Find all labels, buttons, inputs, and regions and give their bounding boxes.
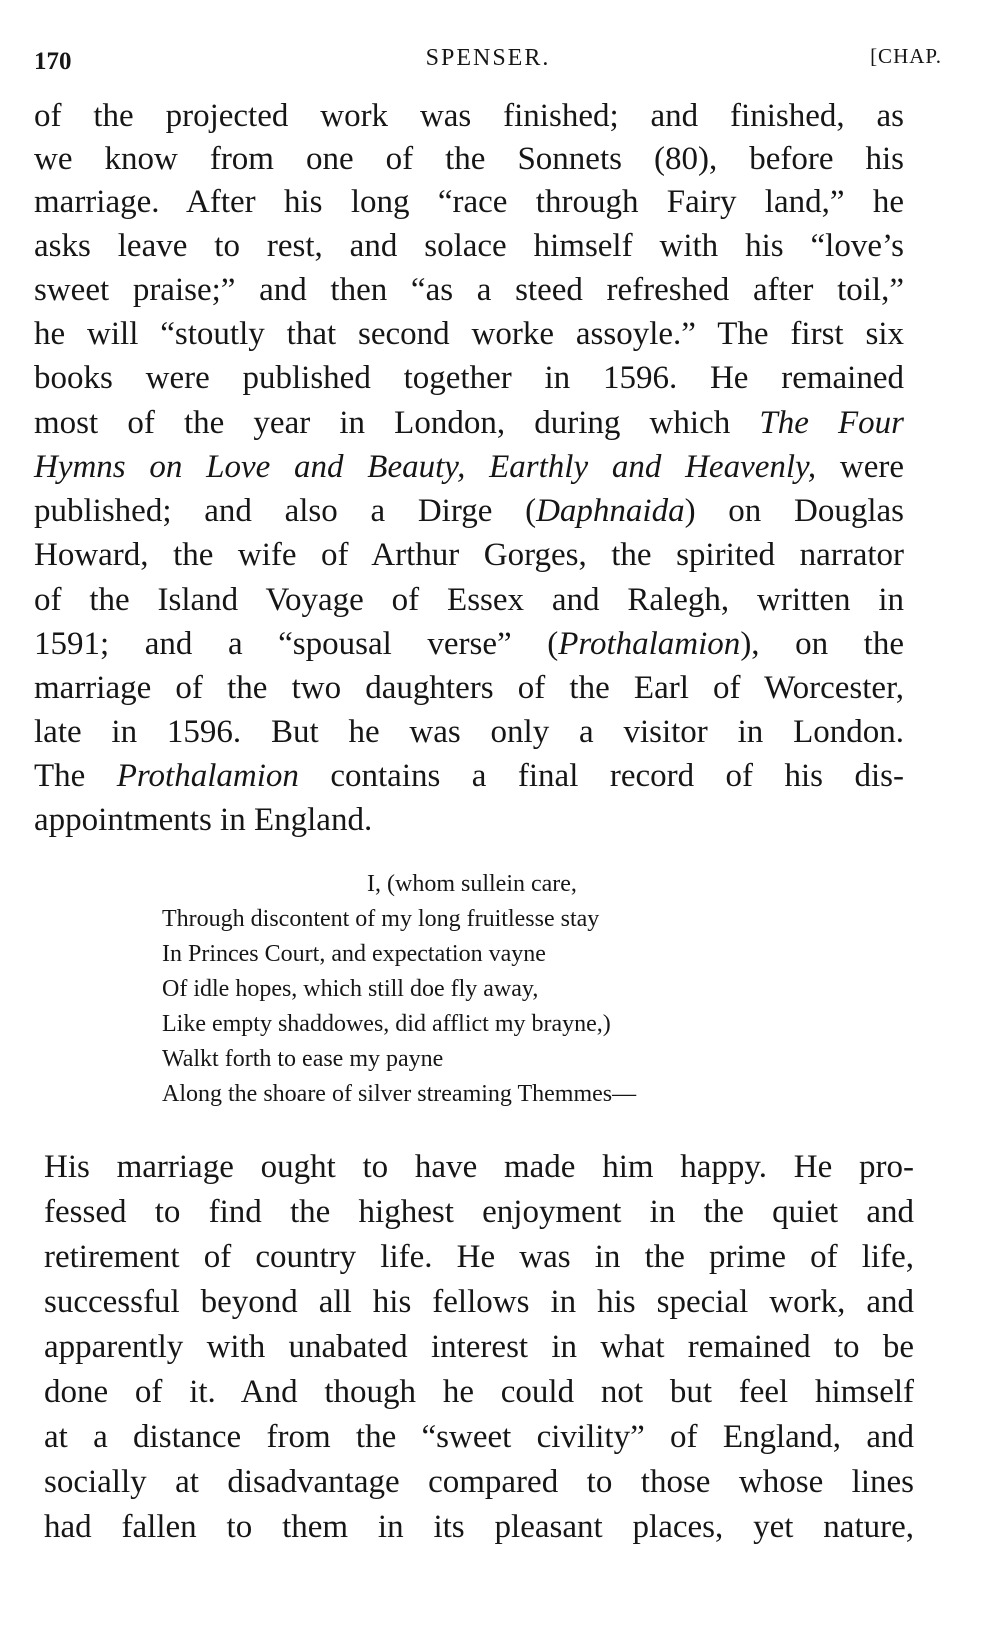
verse-line: Through discontent of my long fruitlesse stay — [162, 906, 600, 932]
text-line: 1591; and a “spousal verse” (Prothalamion), on the — [34, 626, 904, 662]
text-line: he will “stoutly that second worke assoyle.” The first six — [34, 316, 904, 352]
text-line: retirement of country life. He was in the prime of life, — [44, 1239, 914, 1275]
text-line: had fallen to them in its pleasant places, yet nature, — [44, 1509, 914, 1545]
italic-title: Hymns on Love and Beauty, Earthly and Heavenly, — [34, 449, 817, 485]
italic-title: Prothalamion — [116, 758, 299, 794]
text-line: of the Island Voyage of Essex and Ralegh, written in — [34, 582, 904, 618]
text-line: marriage. After his long “race through Fairy land,” he — [34, 184, 904, 220]
text-line: late in 1596. But he was only a visitor in London. — [34, 714, 904, 750]
text-line: Hymns on Love and Beauty, Earthly and Heavenly, were — [34, 449, 904, 485]
text-line: done of it. And though he could not but feel himself — [44, 1374, 914, 1410]
text-line: apparently with unabated interest in what remained to be — [44, 1329, 914, 1365]
chapter-mark: [CHAP. — [870, 44, 942, 68]
page-number: 170 — [34, 48, 72, 75]
text-line: at a distance from the “sweet civility” of England, and — [44, 1419, 914, 1455]
text-line: appointments in England. — [34, 802, 373, 838]
verse-line: I, (whom sullein care, — [367, 871, 577, 897]
text-line: most of the year in London, during which The Four — [34, 405, 904, 441]
text-line: fessed to find the highest enjoyment in the quiet and — [44, 1194, 914, 1230]
text-line: His marriage ought to have made him happy. He pro- — [44, 1149, 914, 1185]
verse-line: Walkt forth to ease my payne — [162, 1046, 444, 1072]
text-line: of the projected work was finished; and finished, as — [34, 98, 904, 134]
text-line: successful beyond all his fellows in his special work, and — [44, 1284, 914, 1320]
italic-title: Prothalamion — [558, 626, 741, 662]
text-line: we know from one of the Sonnets (80), before his — [34, 141, 904, 177]
text-line: published; and also a Dirge (Daphnaida) on Douglas — [34, 493, 904, 529]
text-line: Howard, the wife of Arthur Gorges, the spirited narrator — [34, 537, 904, 573]
text-line: socially at disadvantage compared to those whose lines — [44, 1464, 914, 1500]
verse-line: In Princes Court, and expectation vayne — [162, 941, 546, 967]
verse-line: Along the shoare of silver streaming Themmes— — [162, 1081, 637, 1107]
running-header — [34, 36, 942, 76]
text-line: asks leave to rest, and solace himself with his “love’s — [34, 228, 904, 264]
verse-line: Of idle hopes, which still doe fly away, — [162, 976, 539, 1002]
text-line: The Prothalamion contains a final record of his dis- — [34, 758, 904, 794]
italic-title: The Four — [759, 405, 904, 441]
text-line: marriage of the two daughters of the Earl of Worcester, — [34, 670, 904, 706]
text-line: books were published together in 1596. He remained — [34, 360, 904, 396]
verse-line: Like empty shaddowes, did afflict my brayne,) — [162, 1011, 611, 1037]
text-line: sweet praise;” and then “as a steed refreshed after toil,” — [34, 272, 904, 308]
running-title: SPENSER. — [425, 45, 551, 71]
italic-title: Daphnaida — [536, 493, 685, 529]
